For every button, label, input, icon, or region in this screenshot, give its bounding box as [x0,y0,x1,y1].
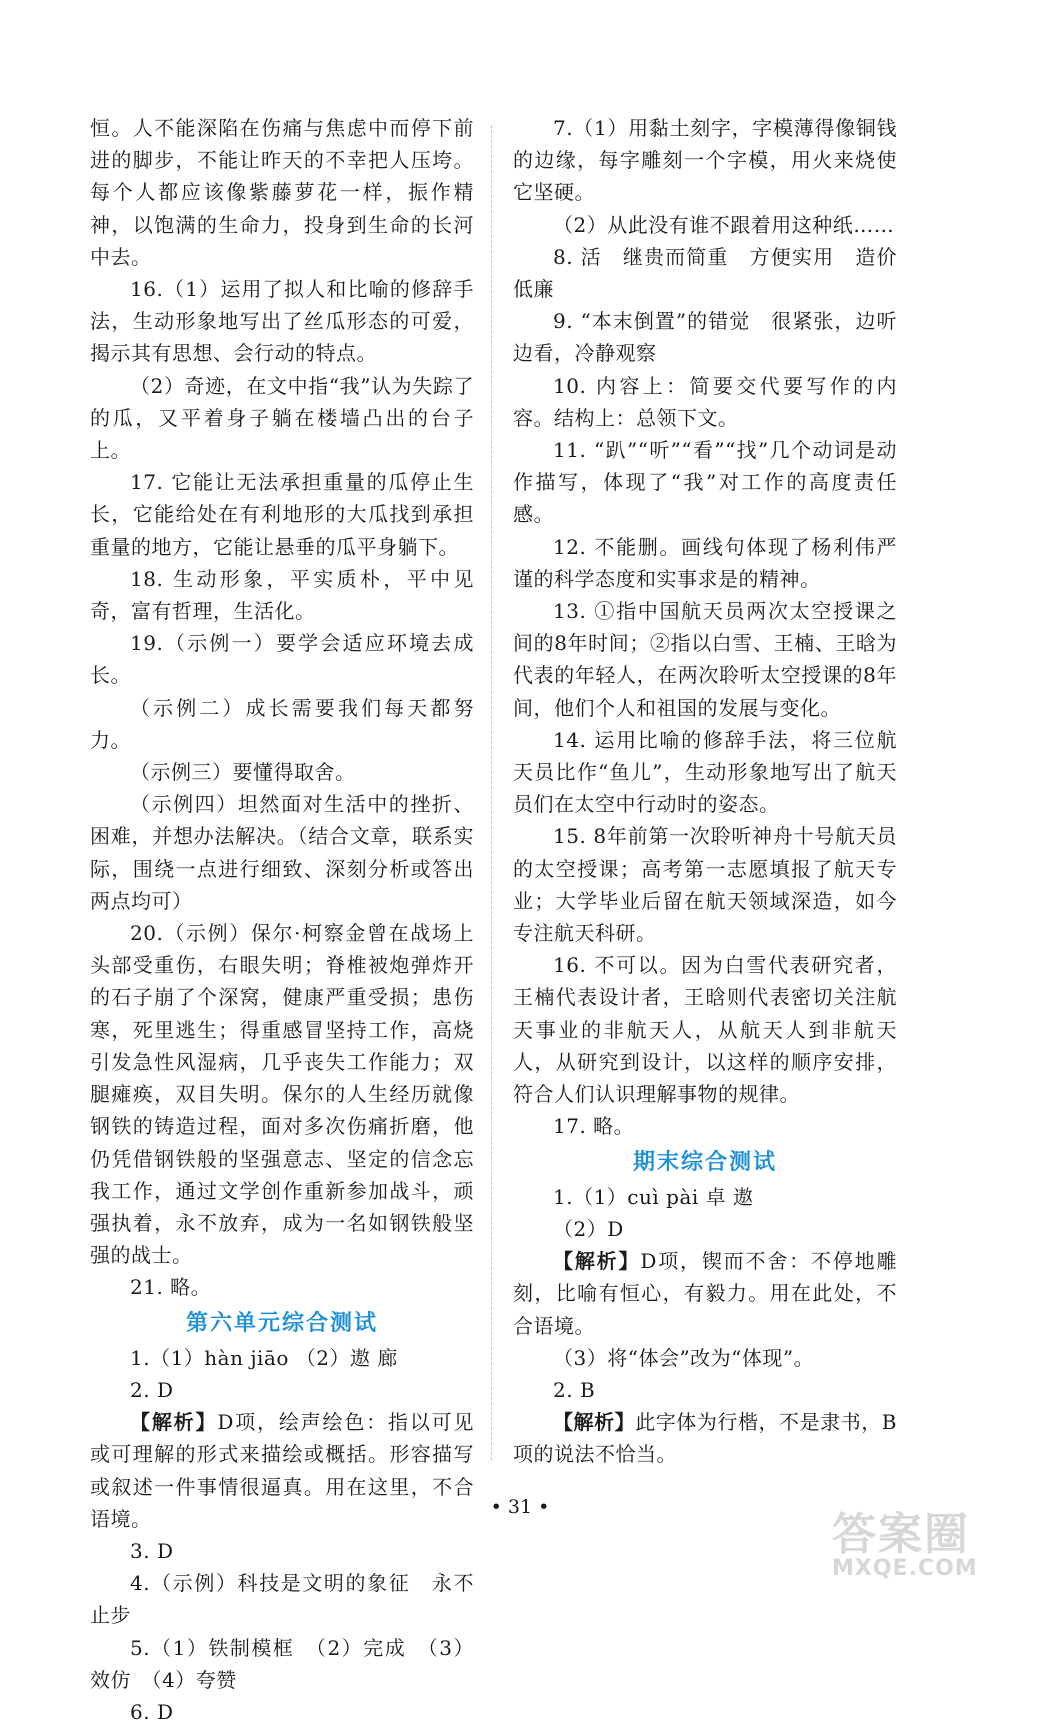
answer-paragraph [513,434,897,531]
answer-text: （2）D [553,1216,624,1241]
answer-text: （3）将“体会”改为“体现”。 [553,1345,815,1370]
answer-text: 1.（1）hàn jiāo （2）遨 廊 [130,1345,398,1370]
answer-paragraph [513,1213,897,1245]
answer-paragraph [90,273,474,370]
answer-text: D项，绘声绘色：指以可见或可理解的形式来描绘或概括。形容描写或叙述一件事情很逼真。用在这里，不合语境。 [90,1410,474,1531]
answer-paragraph [90,563,474,627]
answer-text: 7.（1）用黏土刻字，字模薄得像铜钱的边缘，每字雕刻一个字模，用火来烧使它坚硬。 [513,116,897,205]
answer-paragraph [90,1632,474,1696]
answer-text: （示例三）要懂得取舍。 [130,760,356,785]
answer-text: 3. D [130,1538,174,1563]
answer-text: 20.（示例）保尔·柯察金曾在战场上头部受重伤，右眼失明；脊椎被炮弹炸开的石子崩了个深窝，健康严重受损；患伤寒，死里逃生；得重感冒坚持工作，高烧引发急性风湿病，几乎丧失工作能力；双腿瘫痪，双目失明。保尔的人生经历就像钢铁的铸造过程，面对多次伤痛折磨，他仍凭借钢铁般的坚强意志、坚定的信念忘我工作，通过文学创作重新参加战斗，顽强执着，永不放弃，成为一名如钢铁般坚强的战士。 [90,921,474,1268]
answer-text: （示例四）坦然面对生活中的挫折、困难，并想办法解决。（结合文章，联系实际，围绕一点进行细致、深刻分析或答出两点均可） [90,792,474,913]
answer-text: 17. 略。 [553,1114,635,1139]
watermark-text: 答案圈 [832,1509,970,1560]
answer-paragraph [90,1374,474,1406]
answer-paragraph [513,1181,897,1213]
answer-text: （2）奇迹，在文中指“我”认为失踪了的瓜，又平着身子躺在楼墙凸出的台子上。 [90,373,474,463]
answer-paragraph [90,1696,474,1728]
analysis-label: 【解析】 [553,1249,641,1274]
page-number: • 31 • [490,1496,550,1518]
answer-text: 17. 它能让无法承担重量的瓜停止生长，它能给处在有利地形的大瓜找到承担重量的地方，它能让悬垂的瓜平身躺下。 [90,470,474,559]
analysis-label: 【解析】 [553,1410,636,1435]
answer-text: 12. 不能删。画线句体现了杨利伟严谨的科学态度和实事求是的精神。 [513,534,897,591]
answer-paragraph [513,305,897,369]
answer-paragraph [513,241,897,305]
watermark-logo [832,1498,1022,1580]
answer-paragraph [513,370,897,434]
answer-paragraph [90,917,474,1271]
section-title: 第六单元综合测试 [185,1310,378,1336]
answer-text: 10. 内容上：简要交代要写作的内容。结构上：总领下文。 [513,373,897,430]
answer-text: 21. 略。 [130,1275,212,1300]
answer-paragraph [513,949,897,1110]
answer-paragraph [90,1535,474,1567]
answer-paragraph [90,370,474,467]
answer-text: 6. D [130,1699,174,1724]
answer-paragraph [513,1374,897,1406]
answer-text: 18. 生动形象，平实质朴，平中见奇，富有哲理，生活化。 [90,566,474,624]
answer-paragraph [513,1110,897,1142]
analysis-label: 【解析】 [130,1410,218,1435]
answer-paragraph [90,756,474,788]
answer-text: 9. “本末倒置”的错觉 很紧张，边听边看，冷静观察 [513,309,897,366]
answer-text: 16.（1）运用了拟人和比喻的修辞手法，生动形象地写出了丝瓜形态的可爱，揭示其有思想、会行动的特点。 [90,277,474,366]
answer-paragraph [513,724,897,821]
answer-paragraph [90,627,474,691]
answer-paragraph [90,112,474,273]
watermark-url: MXQE.COM [832,1556,978,1581]
answer-text: （2）从此没有谁不跟着用这种纸…… [553,212,895,237]
answer-text: 4.（示例）科技是文明的象征 永不止步 [90,1571,474,1628]
answer-paragraph [513,531,897,595]
answer-text: 2. B [553,1377,596,1402]
answer-paragraph [90,1342,474,1374]
answer-paragraph [90,466,474,563]
answer-text: 11. “趴”“听”“看”“找”几个动词是动作描写，体现了“我”对工作的高度责任感。 [513,438,897,527]
answer-text: 此字体为行楷，不是隶书，B项的说法不恰当。 [513,1410,897,1467]
answer-text: 14. 运用比喻的修辞手法，将三位航天员比作“鱼儿”，生动形象地写出了航天员们在太空中行动时的姿态。 [513,727,897,817]
right-column [513,112,897,1471]
answer-text: 2. D [130,1377,174,1402]
answer-paragraph [513,820,897,949]
section-title: 期末综合测试 [632,1149,777,1175]
answer-paragraph [513,1342,897,1374]
answer-paragraph [513,595,897,724]
answer-paragraph [90,692,474,756]
answer-text: 13. ①指中国航天员两次太空授课之间的8年时间；②指以白雪、王楠、王晗为代表的年轻人，在两次聆听太空授课的8年间，他们个人和祖国的发展与变化。 [513,599,897,720]
answer-text: 8. 活 继贵而简重 方便实用 造价低廉 [513,244,897,302]
answer-text: 15. 8年前第一次聆听神舟十号航天员的太空授课；高考第一志愿填报了航天专业；大学毕业后留在航天领域深造，如今专注航天科研。 [513,824,897,946]
answer-paragraph [513,1245,897,1342]
answer-text: 5.（1）铁制模框 （2）完成 （3）效仿 （4）夸赞 [90,1635,474,1692]
answer-text: D项，锲而不舍：不停地雕刻，比喻有恒心，有毅力。用在此处，不合语境。 [513,1249,897,1338]
left-column [90,112,474,1728]
answer-text: （示例二）成长需要我们每天都努力。 [90,695,474,752]
answer-paragraph [513,1406,897,1470]
column-divider [491,125,492,1460]
answer-paragraph [90,1567,474,1631]
answer-text: 16. 不可以。因为白雪代表研究者，王楠代表设计者，王晗则代表密切关注航天事业的非航天人，从航天人到非航天人，从研究到设计，以这样的顺序安排，符合人们认识理解事物的规律。 [513,953,897,1107]
answer-paragraph [513,112,897,209]
answer-paragraph [90,1271,474,1303]
answer-text: 1.（1）cuì pài 卓 遨 [553,1184,754,1209]
answer-paragraph [513,209,897,241]
answer-text: 恒。人不能深陷在伤痛与焦虑中而停下前进的脚步，不能让昨天的不幸把人压垮。每个人都应该像紫藤萝花一样，振作精神，以饱满的生命力，投身到生命的长河中去。 [90,116,474,269]
answer-paragraph [90,788,474,917]
answer-text: 19.（示例一）要学会适应环境去成长。 [90,631,474,688]
